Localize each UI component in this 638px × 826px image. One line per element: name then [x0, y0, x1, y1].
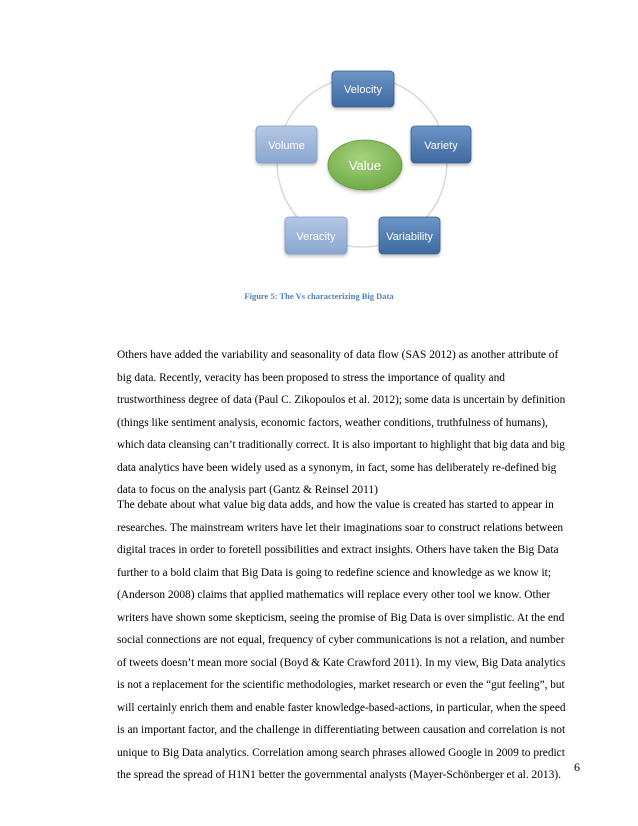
text-line: social connections are not equal, frequency of cyber communications is not a relation, and number: [117, 634, 565, 646]
veracity-label: Veracity: [296, 231, 336, 243]
volume-node: [256, 126, 317, 163]
velocity-label: Velocity: [344, 84, 382, 96]
text-line: will certainly enrich them and enable faster knowledge-based-actions, in particular, when the speed: [117, 701, 566, 714]
text-line: unique to Big Data analytics. Correlation among search phrases allowed Google in 2009 to predict: [117, 746, 565, 759]
text-line: of tweets doesn’t mean more social (Boyd & Kate Crawford 2011). In my view, Big Data analytics: [117, 656, 566, 669]
page-number: 6: [574, 760, 580, 774]
text-line: (Anderson 2008) claims that applied mathematics will replace every other tool we know. Other: [117, 589, 551, 601]
text-line: is an important factor, and the challenge in differentiating between causation and correlation is not: [117, 724, 566, 736]
volume-label: Volume: [268, 140, 305, 152]
variety-node: [411, 126, 471, 163]
text-line: Others have added the variability and seasonality of data flow (SAS 2012) as another attribute of: [117, 349, 559, 361]
text-line: The debate about what value big data adds, and how the value is created has started to appear in: [117, 499, 554, 511]
text-line: researches. The mainstream writers have let their imaginations soar to construct relations between: [117, 521, 564, 534]
value-label: Value: [348, 158, 382, 173]
big-data-vs-diagram: [0, 0, 638, 290]
text-line: which data cleansing can’t traditionally correct. It is also important to highlight that big data and big: [117, 439, 565, 451]
text-line: further to a bold claim that Big Data is going to redefine science and knowledge as we know it;: [117, 566, 551, 579]
variety-label: Variety: [424, 140, 458, 152]
text-line: data analytics have been widely used as a synonym, in fact, some has deliberately re-defined big: [117, 461, 557, 474]
text-line: trustworthiness degree of data (Paul C. Zikopoulos et al. 2012); some data is uncertain by definition: [117, 394, 566, 406]
text-line: digital traces in order to foretell possibilities and extract insights. Others have taken the Big Data: [117, 544, 559, 556]
veracity-node: [285, 217, 347, 254]
paragraph-1: [117, 344, 565, 502]
velocity-node: [332, 71, 394, 107]
variability-node: [379, 217, 440, 254]
value-node: [328, 140, 402, 190]
text-line: data to focus on the analysis part (Gantz & Reinsel 2011): [117, 484, 378, 496]
text-line: is not a replacement for the scientific methodologies, market research or even the “gut feeling”, but: [117, 679, 565, 691]
paragraph-2: [117, 494, 565, 787]
text-line: the spread the spread of H1N1 better the governmental analysts (Mayer-Schönberger et al. 2013).: [117, 769, 561, 781]
text-line: (things like sentiment analysis, economic factors, weather conditions, truthfulness of humans),: [117, 416, 548, 429]
text-line: big data. Recently, veracity has been proposed to stress the importance of quality and: [117, 371, 506, 384]
variability-label: Variability: [386, 231, 433, 243]
text-line: writers have shown some skepticism, seeing the promise of Big Data is over simplistic. At the end: [117, 611, 565, 624]
figure-caption: Figure 5: The Vs characterizing Big Data: [244, 291, 394, 301]
